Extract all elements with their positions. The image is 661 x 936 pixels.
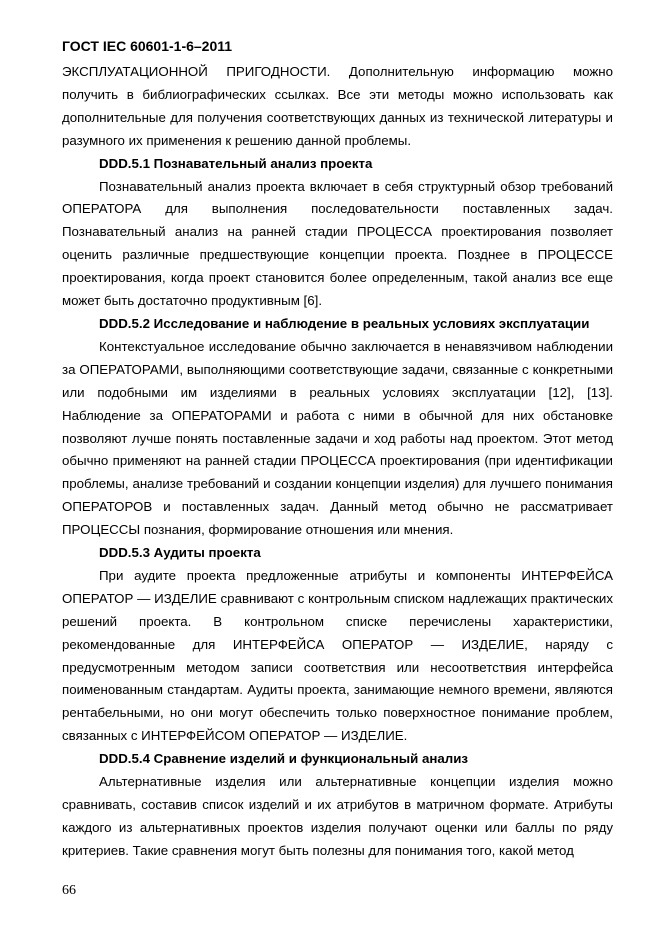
section-heading-ddd-5-3: DDD.5.3 Аудиты проекта [99, 545, 261, 561]
paragraph-ddd-5-2: Контекстуальное исследование обычно заключается в ненавязчивом наблюдении за ОПЕРАТОРАМИ, выполняющими соответствующие задачи, связанные с конкретными или подобными им изделиями в реальных условиях эксплуатации [12], [13]. Наблюдение за ОПЕРАТОРАМИ и работа с ними в обычной для них обстановке позволяют лучше понять поставленные задачи и ход работы над проектом. Этот метод обычно применяют на ранней стадии ПРОЦЕССА проектирования (при идентификации проблемы, анализе требований и создании концепции изделия) для лучшего понимания ОПЕРАТОРОВ и поставленных задач. Данный метод обычно не рассматривает ПРОЦЕССЫ познания, формирование отношения или мнения. [62, 338, 613, 538]
document-body [62, 61, 613, 863]
document-header: ГОСТ IEC 60601-1-6–2011 [62, 38, 233, 54]
section-heading-ddd-5-1: DDD.5.1 Познавательный анализ проекта [99, 155, 373, 171]
paragraph-ddd-5-4: Альтернативные изделия или альтернативные концепции изделия можно сравнивать, составив список изделий и их атрибутов в матричном формате. Атрибуты каждого из альтернативных проектов изделия получают оценки или баллы по ряду критериев. Такие сравнения могут быть полезны для понимания того, какой метод [62, 774, 613, 858]
section-heading-ddd-5-2: DDD.5.2 Исследование и наблюдение в реальных условиях эксплуатации [99, 315, 590, 331]
paragraph-intro: ЭКСПЛУАТАЦИОННОЙ ПРИГОДНОСТИ. Дополнительную информацию можно получить в библиографических ссылках. Все эти методы можно использовать как дополнительные для получения соответствующих данных из технической литературы и разумного их применения к решению данной проблемы. [62, 64, 613, 148]
section-heading-ddd-5-4: DDD.5.4 Сравнение изделий и функциональный анализ [99, 751, 469, 767]
paragraph-ddd-5-3: При аудите проекта предложенные атрибуты и компоненты ИНТЕРФЕЙСА ОПЕРАТОР — ИЗДЕЛИЕ сравнивают с контрольным списком надлежащих практических решений проекта. В контрольном списке перечислены характеристики, рекомендованные для ИНТЕРФЕЙСА ОПЕРАТОР — ИЗДЕЛИЕ, наряду с предусмотренным методом записи соответствия или несоответствия интерфейса поименованным стандартам. Аудиты проекта, занимающие немного времени, являются рентабельными, но они могут обеспечить только поверхностное понимание проблем, связанных с ИНТЕРФЕЙСОМ ОПЕРАТОР — ИЗДЕЛИЕ. [62, 567, 613, 744]
page-number: 66 [62, 883, 76, 898]
paragraph-ddd-5-1: Познавательный анализ проекта включает в себя структурный обзор требований ОПЕРАТОРА для выполнения последовательности поставленных задач. Познавательный анализ на ранней стадии ПРОЦЕССА проектирования позволяет оценить различные предшествующие концепции проекта. Позднее в ПРОЦЕССЕ проектирования, когда проект становится более определенным, такой анализ все еще может быть достаточно продуктивным [6]. [62, 178, 613, 309]
